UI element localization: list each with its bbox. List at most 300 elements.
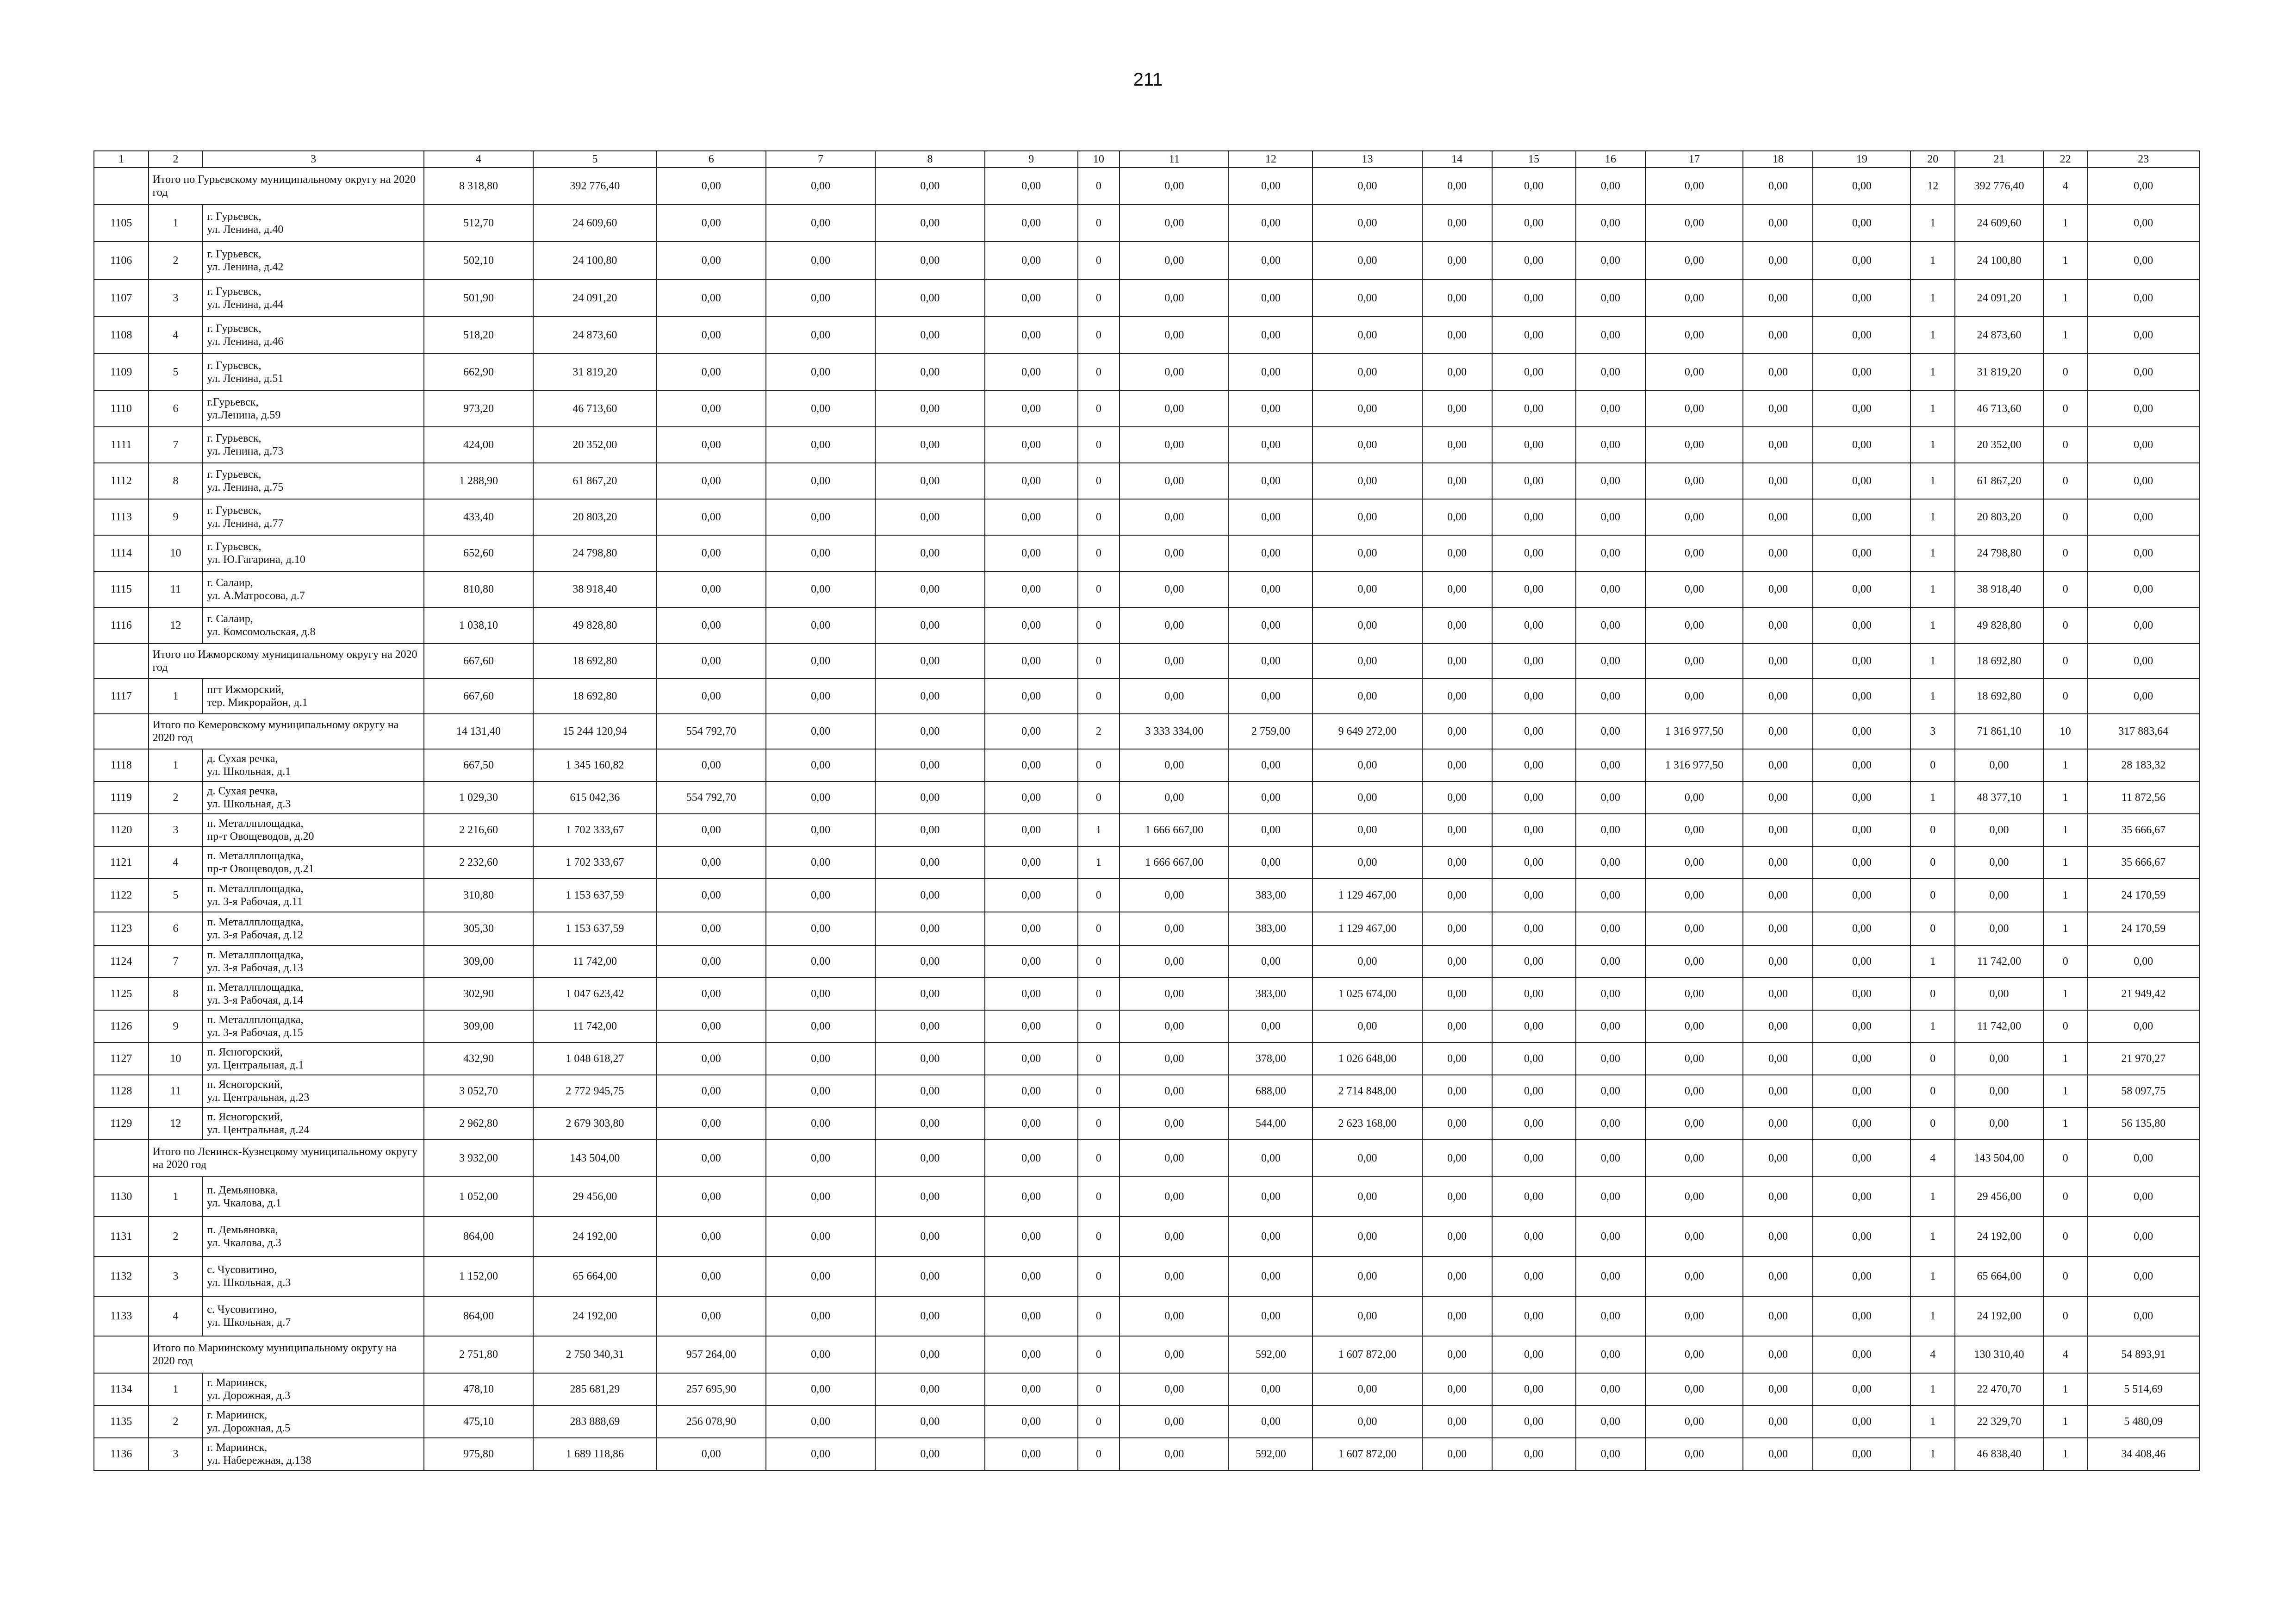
value-cell: 0,00 (1743, 1296, 1813, 1336)
item-index: 2 (149, 1405, 203, 1438)
value-cell: 0,00 (1492, 912, 1576, 945)
value-cell: 0 (1910, 846, 1955, 879)
value-cell: 0,00 (1422, 317, 1492, 354)
value-cell: 0,00 (875, 749, 984, 781)
value-cell: 0,00 (1576, 846, 1646, 879)
value-cell: 1 (1910, 679, 1955, 714)
value-cell: 0,00 (1645, 1177, 1743, 1217)
value-cell: 0,00 (657, 499, 766, 535)
value-cell: 0,00 (1492, 1373, 1576, 1405)
value-cell: 0,00 (766, 354, 875, 391)
value-cell: 0,00 (1813, 391, 1910, 427)
value-cell: 0,00 (1743, 643, 1813, 679)
address-cell (203, 1296, 424, 1336)
value-cell: 1 (2043, 879, 2088, 912)
value-cell: 1 025 674,00 (1313, 978, 1422, 1010)
value-cell: 0 (1078, 781, 1120, 814)
address-street: ул. Центральная, д.23 (207, 1092, 310, 1104)
address-locality: п. Ясногорский, (207, 1111, 283, 1123)
address-locality: п. Металлплощадка, (207, 818, 304, 830)
value-cell: 0 (1078, 1256, 1120, 1296)
value-cell: 0,00 (1645, 679, 1743, 714)
value-cell: 0,00 (1576, 749, 1646, 781)
value-cell: 0,00 (875, 391, 984, 427)
value-cell: 0,00 (657, 535, 766, 571)
value-cell: 0,00 (1645, 1107, 1743, 1140)
value-cell: 1 316 977,50 (1645, 714, 1743, 749)
value-cell: 0,00 (875, 463, 984, 499)
item-index: 3 (149, 280, 203, 317)
value-cell: 0 (1910, 912, 1955, 945)
value-cell: 0,00 (1813, 945, 1910, 978)
value-cell: 0 (1078, 205, 1120, 242)
value-cell: 0,00 (1813, 643, 1910, 679)
value-cell: 0,00 (1422, 607, 1492, 643)
value-cell: 0,00 (875, 1010, 984, 1043)
item-index: 12 (149, 607, 203, 643)
value-cell: 1 029,30 (424, 781, 533, 814)
value-cell: 0,00 (1422, 1075, 1492, 1107)
value-cell: 0,00 (1955, 846, 2043, 879)
value-cell: 0,00 (2088, 643, 2199, 679)
column-number: 12 (1229, 151, 1313, 168)
value-cell: 0,00 (1120, 499, 1229, 535)
value-cell: 0,00 (766, 1217, 875, 1256)
value-cell: 0,00 (1576, 463, 1646, 499)
value-cell: 0,00 (2088, 571, 2199, 607)
value-cell: 0,00 (875, 280, 984, 317)
table-row (94, 607, 2199, 643)
value-cell: 0,00 (1576, 1107, 1646, 1140)
column-number: 2 (149, 151, 203, 168)
value-cell: 0,00 (1492, 571, 1576, 607)
value-cell: 0,00 (1120, 427, 1229, 463)
value-cell: 1 129 467,00 (1313, 912, 1422, 945)
value-cell: 1 026 648,00 (1313, 1043, 1422, 1075)
value-cell: 2 232,60 (424, 846, 533, 879)
value-cell: 22 329,70 (1955, 1405, 2043, 1438)
value-cell: 0,00 (1229, 679, 1313, 714)
value-cell: 0,00 (2088, 945, 2199, 978)
value-cell: 0,00 (2088, 679, 2199, 714)
value-cell: 56 135,80 (2088, 1107, 2199, 1140)
value-cell: 0 (2043, 679, 2088, 714)
value-cell: 257 695,90 (657, 1373, 766, 1405)
value-cell: 0,00 (766, 499, 875, 535)
value-cell: 0,00 (1743, 535, 1813, 571)
value-cell: 0,00 (1813, 749, 1910, 781)
address-locality: г. Гурьевск, (207, 505, 261, 517)
value-cell: 0,00 (1313, 1010, 1422, 1043)
value-cell: 0 (1078, 607, 1120, 643)
value-cell: 0,00 (1743, 781, 1813, 814)
address-cell (203, 846, 424, 879)
address-street: ул. 3-я Рабочая, д.11 (207, 896, 303, 908)
value-cell: 0,00 (657, 607, 766, 643)
value-cell: 1 (1910, 427, 1955, 463)
value-cell: 0,00 (1645, 354, 1743, 391)
value-cell: 0,00 (1422, 1256, 1492, 1296)
value-cell: 2 216,60 (424, 814, 533, 846)
value-cell: 0,00 (1743, 912, 1813, 945)
value-cell: 0,00 (1645, 1217, 1743, 1256)
value-cell: 24 170,59 (2088, 912, 2199, 945)
address-cell (203, 879, 424, 912)
value-cell: 0,00 (1422, 714, 1492, 749)
value-cell: 0,00 (1813, 317, 1910, 354)
value-cell: 0,00 (1229, 463, 1313, 499)
value-cell: 1 047 623,42 (533, 978, 656, 1010)
table-row (94, 1075, 2199, 1107)
address-cell (203, 242, 424, 280)
value-cell: 0,00 (2088, 1296, 2199, 1336)
value-cell: 0,00 (1576, 879, 1646, 912)
value-cell: 0,00 (1229, 1217, 1313, 1256)
row-number: 1106 (94, 242, 149, 280)
value-cell: 1 702 333,67 (533, 814, 656, 846)
value-cell: 0,00 (1576, 679, 1646, 714)
value-cell: 0,00 (1743, 499, 1813, 535)
value-cell: 0,00 (1120, 1256, 1229, 1296)
value-cell: 0,00 (1813, 427, 1910, 463)
value-cell: 662,90 (424, 354, 533, 391)
value-cell: 0,00 (1576, 643, 1646, 679)
table-row (94, 242, 2199, 280)
value-cell: 302,90 (424, 978, 533, 1010)
value-cell: 0,00 (657, 643, 766, 679)
value-cell: 0,00 (1645, 1075, 1743, 1107)
value-cell: 0,00 (1120, 535, 1229, 571)
table-row (94, 463, 2199, 499)
value-cell: 0,00 (875, 1256, 984, 1296)
value-cell: 0 (1078, 354, 1120, 391)
value-cell: 0,00 (1813, 499, 1910, 535)
table-row (94, 1010, 2199, 1043)
address-street: ул. Школьная, д.7 (207, 1317, 291, 1329)
value-cell: 49 828,80 (533, 607, 656, 643)
value-cell: 0,00 (1229, 168, 1313, 205)
value-cell: 0,00 (1813, 1296, 1910, 1336)
value-cell: 688,00 (1229, 1075, 1313, 1107)
value-cell: 1 (2043, 749, 2088, 781)
address-cell (203, 280, 424, 317)
table-row (94, 1296, 2199, 1336)
value-cell: 0,00 (1229, 1010, 1313, 1043)
value-cell: 0,00 (1422, 781, 1492, 814)
address-locality: д. Сухая речка, (207, 753, 278, 765)
value-cell: 0,00 (1645, 1336, 1743, 1373)
value-cell: 24 798,80 (533, 535, 656, 571)
value-cell: 0,00 (1120, 1438, 1229, 1470)
value-cell: 35 666,67 (2088, 814, 2199, 846)
value-cell: 0,00 (1492, 1217, 1576, 1256)
value-cell: 0,00 (1120, 1043, 1229, 1075)
item-index: 11 (149, 1075, 203, 1107)
value-cell: 1 (1910, 205, 1955, 242)
row-number: 1122 (94, 879, 149, 912)
value-cell: 10 (2043, 714, 2088, 749)
value-cell: 0,00 (1229, 535, 1313, 571)
value-cell: 0,00 (1120, 912, 1229, 945)
value-cell: 309,00 (424, 945, 533, 978)
value-cell: 0,00 (1313, 781, 1422, 814)
value-cell: 0,00 (1743, 879, 1813, 912)
value-cell: 1 607 872,00 (1313, 1438, 1422, 1470)
value-cell: 24 100,80 (533, 242, 656, 280)
value-cell: 1 345 160,82 (533, 749, 656, 781)
value-cell: 0,00 (875, 1336, 984, 1373)
value-cell: 0,00 (985, 1336, 1078, 1373)
value-cell: 0 (2043, 535, 2088, 571)
address-cell (203, 427, 424, 463)
value-cell: 0,00 (1313, 391, 1422, 427)
value-cell: 1 (1910, 1177, 1955, 1217)
value-cell: 0,00 (1576, 571, 1646, 607)
value-cell: 0,00 (766, 391, 875, 427)
value-cell: 0,00 (1229, 354, 1313, 391)
value-cell: 1 129 467,00 (1313, 879, 1422, 912)
address-locality: п. Металлплощадка, (207, 850, 304, 862)
value-cell: 0,00 (1120, 1296, 1229, 1336)
value-cell: 0,00 (1743, 427, 1813, 463)
value-cell: 256 078,90 (657, 1405, 766, 1438)
value-cell: 0 (2043, 463, 2088, 499)
empty-cell (94, 168, 149, 205)
value-cell: 0,00 (875, 1373, 984, 1405)
item-index: 7 (149, 427, 203, 463)
value-cell: 0,00 (985, 1075, 1078, 1107)
value-cell: 20 352,00 (1955, 427, 2043, 463)
value-cell: 1 (1910, 1296, 1955, 1336)
value-cell: 0 (1078, 749, 1120, 781)
value-cell: 0,00 (657, 749, 766, 781)
value-cell: 22 470,70 (1955, 1373, 2043, 1405)
value-cell: 0,00 (2088, 317, 2199, 354)
address-locality: п. Металлплощадка, (207, 916, 304, 928)
value-cell: 309,00 (424, 1010, 533, 1043)
value-cell: 1 666 667,00 (1120, 814, 1229, 846)
value-cell: 0,00 (1422, 643, 1492, 679)
value-cell: 0,00 (1120, 317, 1229, 354)
value-cell: 0,00 (1120, 168, 1229, 205)
value-cell: 0,00 (766, 317, 875, 354)
item-index: 1 (149, 679, 203, 714)
value-cell: 0,00 (1313, 535, 1422, 571)
value-cell: 0,00 (1313, 499, 1422, 535)
table-row (94, 1217, 2199, 1256)
value-cell: 0,00 (657, 317, 766, 354)
value-cell: 0 (2043, 643, 2088, 679)
table-row (94, 205, 2199, 242)
value-cell: 0,00 (1422, 1107, 1492, 1140)
value-cell: 46 713,60 (533, 391, 656, 427)
value-cell: 0,00 (985, 749, 1078, 781)
value-cell: 864,00 (424, 1217, 533, 1256)
item-index: 1 (149, 1177, 203, 1217)
row-number: 1119 (94, 781, 149, 814)
row-number: 1112 (94, 463, 149, 499)
value-cell: 0,00 (766, 679, 875, 714)
value-cell: 0,00 (2088, 499, 2199, 535)
value-cell: 0 (2043, 1217, 2088, 1256)
value-cell: 0,00 (875, 978, 984, 1010)
address-cell (203, 749, 424, 781)
value-cell: 0,00 (1645, 607, 1743, 643)
address-street: ул. Чкалова, д.1 (207, 1197, 281, 1209)
value-cell: 1 (1910, 1010, 1955, 1043)
item-index: 8 (149, 463, 203, 499)
value-cell: 0,00 (1313, 1177, 1422, 1217)
table-row (94, 1405, 2199, 1438)
value-cell: 0,00 (1813, 1107, 1910, 1140)
value-cell: 0,00 (657, 280, 766, 317)
value-cell: 0,00 (1313, 1296, 1422, 1336)
row-number: 1110 (94, 391, 149, 427)
address-street: ул. 3-я Рабочая, д.13 (207, 962, 303, 974)
value-cell: 0,00 (657, 427, 766, 463)
item-index: 1 (149, 1373, 203, 1405)
value-cell: 0,00 (985, 846, 1078, 879)
column-number: 6 (657, 151, 766, 168)
value-cell: 0,00 (875, 535, 984, 571)
value-cell: 0,00 (657, 1256, 766, 1296)
empty-cell (94, 1336, 149, 1373)
subtotal-label: Итого по Мариинскому муниципальному округу на 2020 год (149, 1336, 424, 1373)
address-cell (203, 1010, 424, 1043)
address-street: ул. Ю.Гагарина, д.10 (207, 554, 305, 566)
value-cell: 0,00 (985, 1043, 1078, 1075)
value-cell: 1 702 333,67 (533, 846, 656, 879)
value-cell: 0 (1078, 463, 1120, 499)
address-locality: пгт Ижморский, (207, 684, 284, 696)
value-cell: 0,00 (1492, 1256, 1576, 1296)
value-cell: 0 (2043, 1177, 2088, 1217)
value-cell: 1 (2043, 1373, 2088, 1405)
item-index: 5 (149, 879, 203, 912)
value-cell: 0,00 (985, 535, 1078, 571)
value-cell: 0,00 (1492, 499, 1576, 535)
value-cell: 0 (1078, 391, 1120, 427)
table-row (94, 1438, 2199, 1470)
value-cell: 0,00 (1492, 354, 1576, 391)
address-cell (203, 945, 424, 978)
value-cell: 0,00 (1313, 1373, 1422, 1405)
value-cell: 0,00 (1813, 571, 1910, 607)
value-cell: 2 623 168,00 (1313, 1107, 1422, 1140)
column-number: 1 (94, 151, 149, 168)
value-cell: 0,00 (766, 1075, 875, 1107)
value-cell: 0,00 (1576, 317, 1646, 354)
value-cell: 310,80 (424, 879, 533, 912)
value-cell: 0,00 (1645, 945, 1743, 978)
item-index: 3 (149, 1438, 203, 1470)
value-cell: 0,00 (985, 571, 1078, 607)
value-cell: 0,00 (1229, 571, 1313, 607)
value-cell: 0,00 (985, 1107, 1078, 1140)
value-cell: 0,00 (657, 391, 766, 427)
address-cell (203, 679, 424, 714)
value-cell: 0,00 (1576, 607, 1646, 643)
value-cell: 392 776,40 (533, 168, 656, 205)
address-street: ул. Школьная, д.3 (207, 798, 291, 810)
value-cell: 8 318,80 (424, 168, 533, 205)
value-cell: 24 798,80 (1955, 535, 2043, 571)
value-cell: 2 751,80 (424, 1336, 533, 1373)
value-cell: 21 949,42 (2088, 978, 2199, 1010)
value-cell: 0 (1078, 1296, 1120, 1336)
address-street: ул. Школьная, д.3 (207, 1277, 291, 1289)
value-cell: 0,00 (657, 814, 766, 846)
address-locality: п. Демьяновка, (207, 1184, 278, 1196)
address-locality: г. Салаир, (207, 613, 253, 625)
value-cell: 0,00 (766, 814, 875, 846)
value-cell: 0,00 (1492, 679, 1576, 714)
value-cell: 0 (1078, 1336, 1120, 1373)
value-cell: 20 803,20 (533, 499, 656, 535)
value-cell: 0,00 (875, 1043, 984, 1075)
value-cell: 11 872,56 (2088, 781, 2199, 814)
address-locality: г. Мариинск, (207, 1442, 268, 1454)
value-cell: 0 (1078, 317, 1120, 354)
value-cell: 0,00 (1492, 1438, 1576, 1470)
value-cell: 1 (2043, 1405, 2088, 1438)
value-cell: 0,00 (1645, 1296, 1743, 1336)
value-cell: 0,00 (1743, 571, 1813, 607)
address-street: ул. 3-я Рабочая, д.15 (207, 1027, 303, 1039)
address-street: ул. Дорожная, д.5 (207, 1422, 291, 1434)
value-cell: 0 (1078, 978, 1120, 1010)
value-cell: 0,00 (1120, 354, 1229, 391)
row-number: 1126 (94, 1010, 149, 1043)
address-cell (203, 205, 424, 242)
value-cell: 0,00 (1645, 463, 1743, 499)
table-row (94, 1177, 2199, 1217)
value-cell: 0 (1910, 978, 1955, 1010)
value-cell: 0,00 (985, 427, 1078, 463)
value-cell: 0,00 (1645, 427, 1743, 463)
subtotal-row (94, 714, 2199, 749)
address-locality: п. Металлплощадка, (207, 883, 304, 895)
value-cell: 24 091,20 (1955, 280, 2043, 317)
value-cell: 0 (1078, 499, 1120, 535)
address-locality: г.Гурьевск, (207, 396, 259, 408)
value-cell: 392 776,40 (1955, 168, 2043, 205)
item-index: 3 (149, 814, 203, 846)
value-cell: 0,00 (1645, 571, 1743, 607)
value-cell: 0,00 (1492, 781, 1576, 814)
value-cell: 0,00 (1813, 1010, 1910, 1043)
value-cell: 0,00 (1645, 168, 1743, 205)
value-cell: 0 (2043, 1140, 2088, 1177)
value-cell: 3 333 334,00 (1120, 714, 1229, 749)
value-cell: 0,00 (1229, 1373, 1313, 1405)
subtotal-row (94, 1336, 2199, 1373)
value-cell: 0,00 (1645, 1010, 1743, 1043)
value-cell: 2 772 945,75 (533, 1075, 656, 1107)
value-cell: 0,00 (1120, 1107, 1229, 1140)
value-cell: 0,00 (1492, 643, 1576, 679)
value-cell: 0,00 (1313, 463, 1422, 499)
value-cell: 0,00 (1955, 912, 2043, 945)
value-cell: 0,00 (1645, 1140, 1743, 1177)
value-cell: 0,00 (1645, 978, 1743, 1010)
value-cell: 0 (1078, 535, 1120, 571)
value-cell: 0,00 (875, 1140, 984, 1177)
value-cell: 0,00 (1576, 1010, 1646, 1043)
value-cell: 0,00 (766, 463, 875, 499)
address-street: ул. Ленина, д.75 (207, 481, 284, 493)
value-cell: 0 (1078, 1107, 1120, 1140)
